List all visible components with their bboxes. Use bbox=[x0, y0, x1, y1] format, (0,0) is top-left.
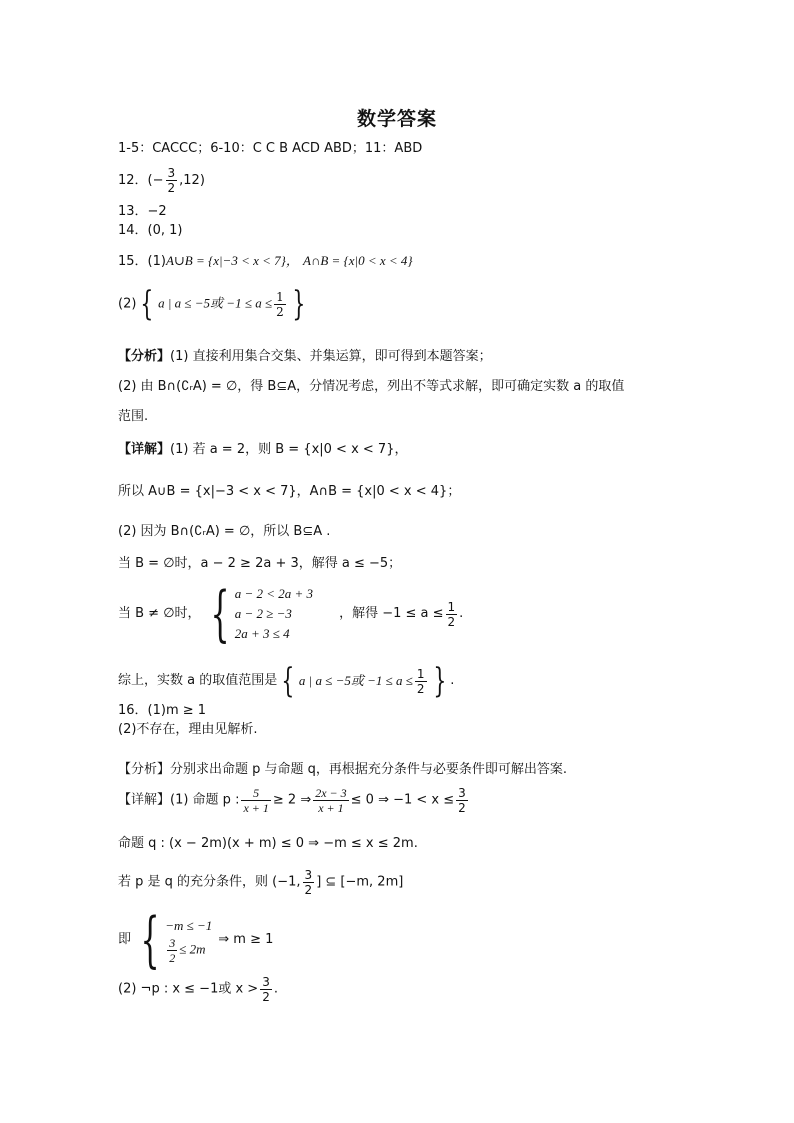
q15-summary: 综上，实数 a 的取值范围是 { a | a ≤ −5或 −1 ≤ a ≤ $\frac{1}{2}$ } . bbox=[118, 661, 455, 701]
q16-detail-p: 【详解】(1) 命题 p : $\frac{5}{x + 1}$ ≥ 2 ⇒ $\frac{2x - 3}{x + 1}$ ≤ 0 ⇒ −1 < x ≤ $\frac{3}{2}$ bbox=[118, 786, 466, 815]
inequality-system: a − 2 < 2a + 3 a − 2 ≥ −3 2a + 3 ≤ 4 bbox=[234, 586, 314, 641]
q15-detail-line2: 所以 A∪B = {x|−3 < x < 7}，A∩B = {x|0 < x < 4}； bbox=[118, 484, 461, 499]
q16-answer-2: (2)不存在，理由见解析. bbox=[118, 722, 258, 737]
system-brace-icon: { bbox=[210, 579, 230, 649]
right-brace-icon: } bbox=[432, 661, 446, 701]
q15-intersect: A∩B = {x|0 < x < 4} bbox=[303, 253, 413, 268]
q16-answer-1: 16．(1)m ≥ 1 bbox=[118, 703, 207, 718]
right-brace-icon: } bbox=[292, 284, 306, 324]
q12-fraction bbox=[166, 166, 178, 195]
detail-tag: 【详解】 bbox=[118, 442, 171, 457]
q15-detail-line1: 【详解】(1) 若 a = 2，则 B = {x|0 < x < 7}， bbox=[118, 442, 408, 457]
analysis-tag: 【分析】 bbox=[118, 349, 171, 364]
q15-part2-set: a | a ≤ −5或 −1 ≤ a ≤ bbox=[158, 295, 273, 311]
q15-analysis-line3: 范围. bbox=[118, 409, 149, 424]
system-brace-icon: { bbox=[140, 905, 160, 975]
q15-analysis-line2: (2) 由 B∩(∁ᵣA) = ∅，得 B⊆A，分情况考虑，列出不等式求解，即可确定实数 a 的取值 bbox=[118, 379, 625, 394]
q15-part2 bbox=[118, 284, 309, 324]
page-title: 数学答案 bbox=[356, 108, 437, 130]
q15-analysis-line1: 【分析】(1) 直接利用集合交集、并集运算，即可得到本题答案； bbox=[118, 349, 492, 364]
q16-sufficient: 若 p 是 q 的充分条件，则 (−1, $\frac{3}{2}$ ] ⊆ [−m, 2m] bbox=[118, 868, 404, 897]
q16-analysis: 【分析】分别求出命题 p 与命题 q，再根据充分条件与必要条件即可解出答案. bbox=[118, 762, 568, 777]
left-brace-icon: { bbox=[140, 284, 154, 324]
q12-suffix: ,12) bbox=[179, 173, 205, 188]
q14-answer: 14．(0, 1) bbox=[118, 223, 183, 238]
q15-part2-label: (2) bbox=[118, 296, 137, 312]
q15-label: 15．(1) bbox=[118, 254, 166, 269]
mc-answers-line: 1-5：CACCC；6-10：C C B ACD ABD；11：ABD bbox=[118, 141, 423, 156]
q16-system: 即 { −m ≤ −1 $\frac{3}{2}$ ≤ 2m ⇒ m ≥ 1 bbox=[118, 905, 274, 975]
q15-detail-line5: 当 B ≠ ∅时， { a − 2 < 2a + 3 a − 2 ≥ −3 2a + 3 ≤ 4 ，解得 −1 ≤ a ≤ $\frac{1}{2}$ . bbox=[118, 579, 464, 649]
q15-part1 bbox=[118, 252, 413, 271]
q12-frac-den: 2 bbox=[167, 181, 176, 195]
left-brace-icon: { bbox=[281, 661, 295, 701]
q16-part2: (2) ¬p : x ≤ −1或 x > $\frac{3}{2}$ . bbox=[118, 975, 278, 1004]
q15-detail-line3: (2) 因为 B∩(∁ᵣA) = ∅，所以 B⊆A . bbox=[118, 524, 331, 539]
q13-answer: 13．−2 bbox=[118, 204, 167, 219]
q15-detail-line4: 当 B = ∅时，a − 2 ≥ 2a + 3，解得 a ≤ −5； bbox=[118, 556, 402, 571]
q15-union: A∪B = {x|−3 < x < 7}， bbox=[165, 253, 299, 268]
half-fraction: $\frac{1}{2}$ bbox=[276, 289, 284, 319]
q16-detail-q: 命题 q : (x − 2m)(x + m) ≤ 0 ⇒ −m ≤ x ≤ 2m. bbox=[118, 836, 418, 851]
q12-frac-num: 3 bbox=[167, 166, 176, 180]
q12-prefix: 12．(− bbox=[118, 173, 164, 188]
q12-answer bbox=[118, 166, 205, 195]
